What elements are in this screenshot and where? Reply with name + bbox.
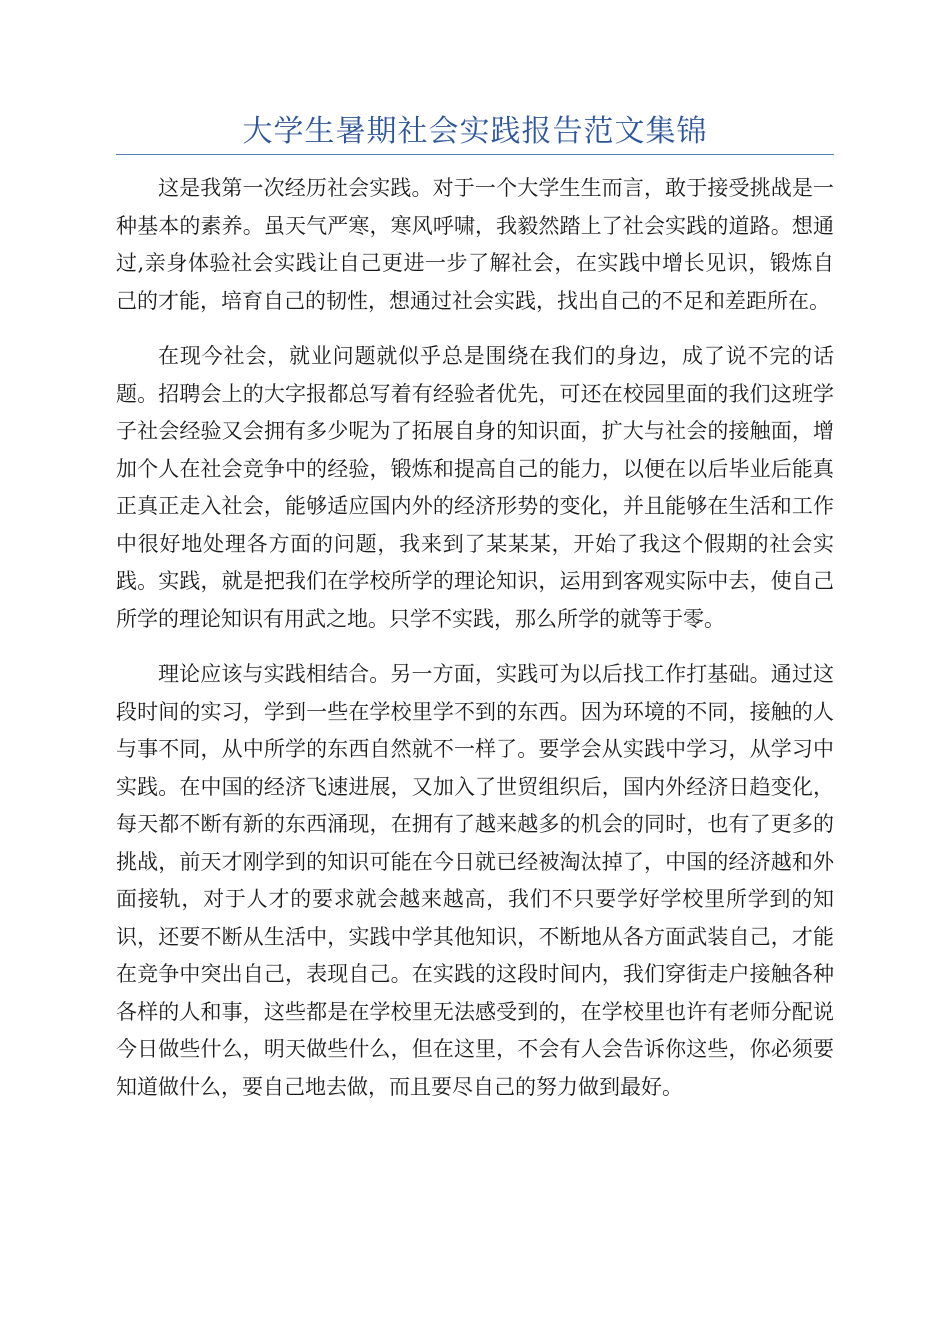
document-title: 大学生暑期社会实践报告范文集锦 [242, 114, 708, 149]
title-underline [116, 154, 834, 155]
paragraph: 理论应该与实践相结合。另一方面，实践可为以后找工作打基础。通过这段时间的实习，学到一些在学校里学不到的东西。因为环境的不同，接触的人与事不同，从中所学的东西自然就不一样了。要学会从实践中学习，从学习中实践。在中国的经济飞速进展，又加入了世贸组织后，国内外经济日趋变化，每天都不断有新的东西涌现，在拥有了越来越多的机会的同时，也有了更多的挑战，前天才刚学到的知识可能在今日就已经被淘汰掉了，中国的经济越和外面接轨，对于人才的要求就会越来越高，我们不只要学好学校里所学到的知识，还要不断从生活中，实践中学其他知识，不断地从各方面武装自己，才能在竞争中突出自己，表现自己。在实践的这段时间内，我们穿街走户接触各种各样的人和事，这些都是在学校里无法感受到的，在学校里也许有老师分配说今日做些什么，明天做些什么，但在这里，不会有人会告诉你这些，你必须要知道做什么，要自己地去做，而且要尽自己的努力做到最好。 [116, 662, 834, 1099]
paragraph: 这是我第一次经历社会实践。对于一个大学生生而言，敢于接受挑战是一种基本的素养。虽天气严寒，寒风呼啸，我毅然踏上了社会实践的道路。想通过,亲身体验社会实践让自己更进一步了解社会，在实践中增长见识，锻炼自己的才能，培育自己的韧性，想通过社会实践，找出自己的不足和差距所在。 [116, 176, 834, 313]
paragraph: 在现今社会，就业问题就似乎总是围绕在我们的身边，成了说不完的话题。招聘会上的大字报都总写着有经验者优先，可还在校园里面的我们这班学子社会经验又会拥有多少呢为了拓展自身的知识面，扩大与社会的接触面，增加个人在社会竞争中的经验，锻炼和提高自己的能力，以便在以后毕业后能真正真正走入社会，能够适应国内外的经济形势的变化，并且能够在生活和工作中很好地处理各方面的问题，我来到了某某某，开始了我这个假期的社会实践。实践，就是把我们在学校所学的理论知识，运用到客观实际中去，使自己所学的理论知识有用武之地。只学不实践，那么所学的就等于零。 [116, 344, 834, 631]
document-body [116, 170, 834, 1124]
